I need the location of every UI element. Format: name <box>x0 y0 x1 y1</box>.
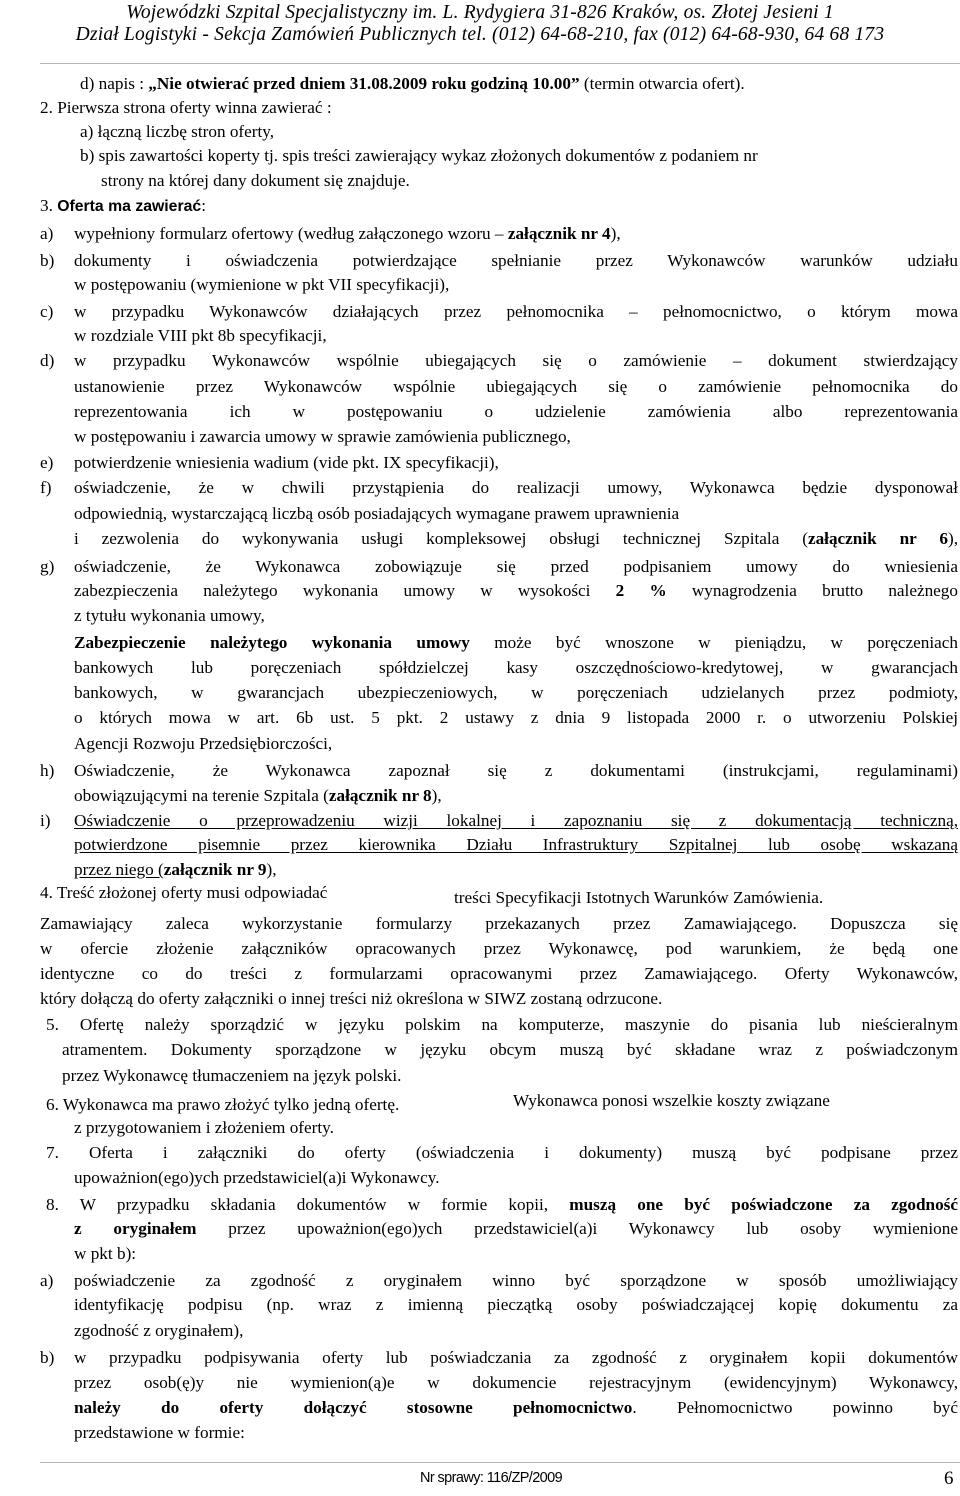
item-3-i-label: i) <box>40 811 51 830</box>
item-3-i-line: potwierdzone pisemnie przez kierownika Działu Infrastruktury Szpitalnej lub osobę wskazaną <box>74 835 958 854</box>
item-3-c-line: w przypadku Wykonawców działających przez pełnomocnika – pełnomocnictwo, o którym mowa <box>74 302 958 321</box>
item-3-a: wypełniony formularz ofertowy (według załączonego wzoru – załącznik nr 4), <box>74 224 621 243</box>
item-3-f-label: f) <box>40 478 52 497</box>
section-5-line: przez Wykonawcę tłumaczeniem na język polski. <box>62 1066 402 1085</box>
header-line-1: Wojewódzki Szpital Specjalistyczny im. L. Rydygiera 31-826 Kraków, os. Złotej Jesieni 1 <box>126 2 834 23</box>
item-8-b-label: b) <box>40 1348 55 1367</box>
item-8-b-line: przedstawione w formie: <box>74 1423 245 1442</box>
item-3-g-para: bankowych, w gwarancjach ubezpieczeniowych, w poręczeniach udzielanych przez podmioty, <box>74 683 958 702</box>
section-4-line: Zamawiający zaleca wykorzystanie formularzy przekazanych przez Zamawiającego. Dopuszcza się <box>40 914 958 933</box>
item-3-h-line: obowiązującymi na terenie Szpitala (załącznik nr 8), <box>74 786 442 805</box>
item-3-d-label: d) <box>40 351 55 370</box>
item-3-d-line: w postępowaniu i zawarcia umowy w sprawie zamówienia publicznego, <box>74 427 571 446</box>
footer-divider <box>40 1462 960 1463</box>
section-4-line: treści Specyfikacji Istotnych Warunków Zamówienia. <box>454 888 824 907</box>
item-8-a-line: poświadczenie za zgodność z oryginałem winno być sporządzone w sposób umożliwiający <box>74 1271 958 1290</box>
section-4-line: który dołączą do oferty załączniki o innej treści niż określona w SIWZ zostaną odrzucone. <box>40 989 663 1008</box>
item-8-a-line: identyfikację podpisu (np. wraz z imienną pieczątką osoby poświadczającej kopię dokumentu za <box>74 1295 958 1314</box>
item-3-c-label: c) <box>40 302 54 321</box>
item-3-b-line: w postępowaniu (wymienione w pkt VII specyfikacji), <box>74 275 450 294</box>
item-3-d-line: w przypadku Wykonawców wspólnie ubiegających się o zamówienie – dokument stwierdzający <box>74 351 958 370</box>
header-divider <box>40 63 960 64</box>
section-4-line: w ofercie złożenie załączników opracowanych przez Wykonawcę, pod warunkiem, że będą one <box>40 939 958 958</box>
section-4-line: identyczne co do treści z formularzami opracowanymi przez Zamawiającego. Oferty Wykonawców, <box>40 964 958 983</box>
item-3-e-label: e) <box>40 453 54 472</box>
item-3-e-line: potwierdzenie wniesienia wadium (vide pkt. IX specyfikacji), <box>74 453 499 472</box>
section-8-line: w pkt b): <box>74 1244 137 1263</box>
item-3-g-line: oświadczenie, że Wykonawca zobowiązuje się przed podpisaniem umowy do wniesienia <box>74 557 958 576</box>
item-3-b-label: b) <box>40 251 55 270</box>
item-2-b: b) spis zawartości koperty tj. spis treści zawierający wykaz złożonych dokumentów z podaniem nr <box>80 146 758 165</box>
item-2: 2. Pierwsza strona oferty winna zawierać : <box>40 98 332 117</box>
section-8-line: 8. W przypadku składania dokumentów w formie kopii, muszą one być poświadczone za zgodność <box>46 1195 959 1214</box>
item-8-a-line: zgodność z oryginałem), <box>74 1321 244 1340</box>
item-3-g-para: Zabezpieczenie należytego wykonania umowy może być wnoszone w pieniądzu, w poręczeniach <box>74 633 958 652</box>
section-8-line: z oryginałem przez upoważnion(ego)ych przedstawiciel(a)i Wykonawcy lub osoby wymienione <box>74 1219 958 1238</box>
section-6-line: z przygotowaniem i złożeniem oferty. <box>74 1118 334 1137</box>
section-7-line: upoważnion(ego)ych przedstawiciel(a)i Wykonawcy. <box>74 1168 440 1187</box>
item-3-d-line: reprezentowania ich w postępowaniu o udzielenie zamówienia albo reprezentowania <box>74 402 958 421</box>
case-number: Nr sprawy: 116/ZP/2009 <box>420 1470 563 1486</box>
item-3-f-line: i zezwolenia do wykonywania usługi kompleksowej obsługi technicznej Szpitala (załącznik nr 6), <box>74 529 958 548</box>
item-2-d: d) napis : „Nie otwierać przed dniem 31.08.2009 roku godziną 10.00” (termin otwarcia ofert). <box>80 74 745 93</box>
section-6-line: Wykonawca ponosi wszelkie koszty związane <box>513 1091 830 1110</box>
section-4-line: 4. Treść złożonej oferty musi odpowiadać <box>40 883 328 902</box>
item-8-b-line: w przypadku podpisywania oferty lub poświadczania za zgodność z oryginałem kopii dokumentów <box>74 1348 958 1367</box>
section-6-line: 6. Wykonawca ma prawo złożyć tylko jedną ofertę. <box>46 1095 400 1114</box>
section-5-line: 5. Ofertę należy sporządzić w języku polskim na komputerze, maszynie do pisania lub nieścieralnym <box>46 1015 958 1034</box>
item-3-g-para: bankowych lub poręczeniach spółdzielczej kasy oszczędnościowo-kredytowej, w gwarancjach <box>74 658 958 677</box>
item-2-b-cont: strony na której dany dokument się znajduje. <box>101 171 410 190</box>
item-2-a: a) łączną liczbę stron oferty, <box>80 122 275 141</box>
item-3-a-label: a) <box>40 224 54 243</box>
item-3-g-line: z tytułu wykonania umowy, <box>74 606 265 625</box>
section-5-line: atramentem. Dokumenty sporządzone w języku obcym muszą być składane wraz z poświadczonym <box>62 1040 958 1059</box>
header-line-2: Dział Logistyki - Sekcja Zamówień Publicznych tel. (012) 64-68-210, fax (012) 64-68-930, 64 68 173 <box>75 24 885 45</box>
item-3-g-para: o których mowa w art. 6b ust. 5 pkt. 2 ustawy z dnia 9 listopada 2000 r. o utworzeniu Polskiej <box>74 708 958 727</box>
item-3-i-line: Oświadczenie o przeprowadzeniu wizji lokalnej i zapoznaniu się z dokumentacją techniczną, <box>74 811 958 830</box>
page-number: 6 <box>944 1468 954 1489</box>
section-7-line: 7. Oferta i załączniki do oferty (oświadczenia i dokumenty) muszą być podpisane przez <box>46 1143 958 1162</box>
item-3-c-line: w rozdziale VIII pkt 8b specyfikacji, <box>74 326 327 345</box>
item-8-b-line: należy do oferty dołączyć stosowne pełnomocnictwo. Pełnomocnictwo powinno być <box>74 1398 958 1417</box>
item-3-d-line: ustanowienie przez Wykonawców wspólnie ubiegających się o zamówienie pełnomocnika do <box>74 377 958 396</box>
item-8-a-label: a) <box>40 1271 54 1290</box>
item-3-g-para: Agencji Rozwoju Przedsiębiorczości, <box>74 734 333 753</box>
item-3-i-line: przez niego (załącznik nr 9), <box>74 860 277 879</box>
item-8-b-line: przez osob(ę)y nie wymienion(ą)e w dokumencie rejestracyjnym (ewidencyjnym) Wykonawcy, <box>74 1373 958 1392</box>
item-3-g-label: g) <box>40 557 55 576</box>
section-3-title: 3. Oferta ma zawierać: <box>40 196 206 215</box>
item-3-h-label: h) <box>40 761 55 780</box>
item-3-f-line: odpowiednią, wystarczającą liczbą osób posiadających wymagane prawem uprawnienia <box>74 504 680 523</box>
item-3-g-line: zabezpieczenia należytego wykonania umowy w wysokości 2 % wynagrodzenia brutto należnego <box>74 581 958 600</box>
item-3-f-line: oświadczenie, że w chwili przystąpienia do realizacji umowy, Wykonawca będzie dysponował <box>74 478 958 497</box>
item-3-b-line: dokumenty i oświadczenia potwierdzające spełnianie przez Wykonawców warunków udziału <box>74 251 958 270</box>
item-3-h-line: Oświadczenie, że Wykonawca zapoznał się z dokumentami (instrukcjami, regulaminami) <box>74 761 958 780</box>
